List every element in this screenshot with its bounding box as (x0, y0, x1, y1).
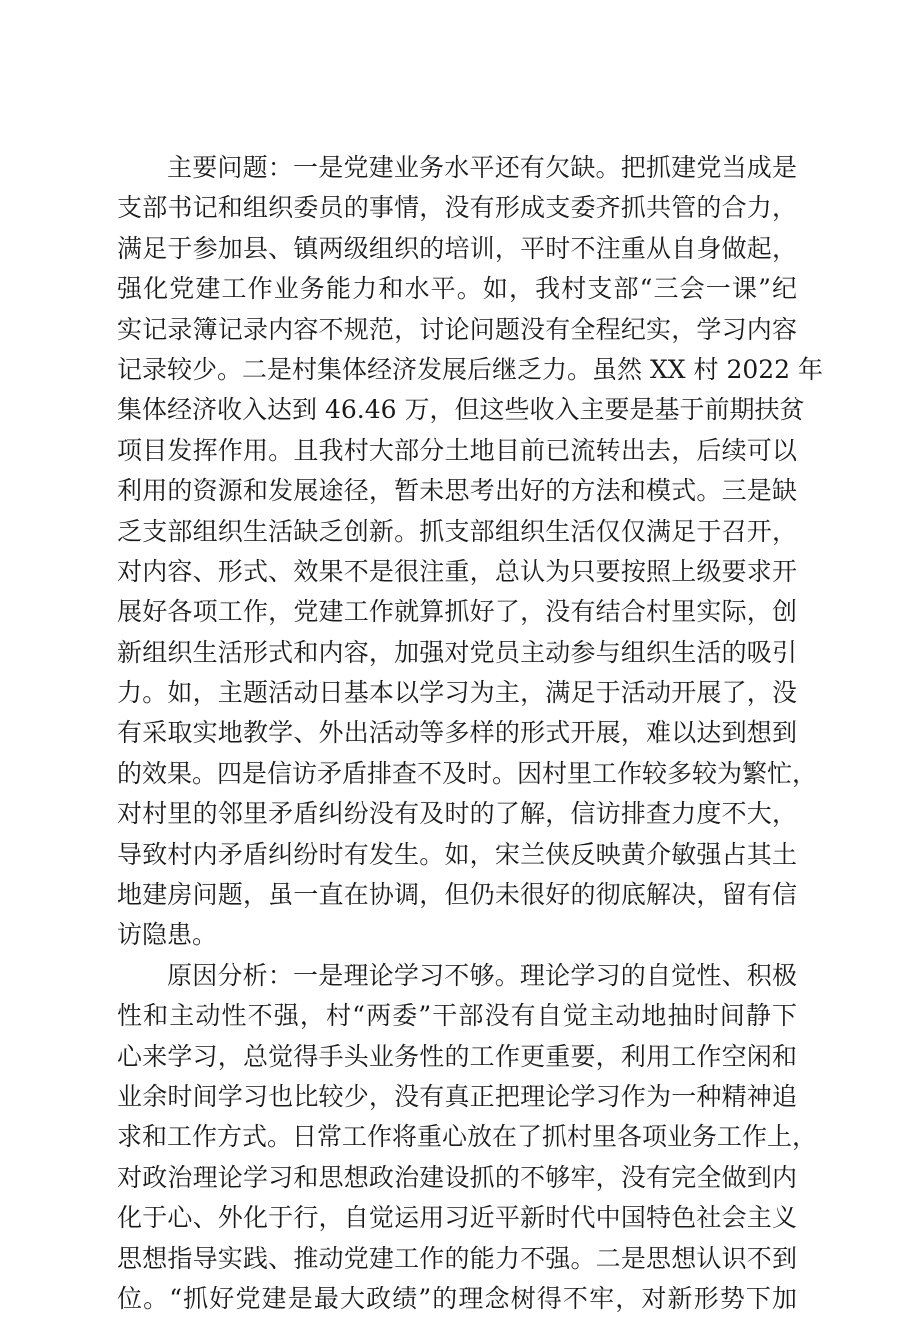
text-line: 满足于参加县、镇两级组织的培训，平时不注重从自身做起， (117, 233, 797, 263)
text-line: 求和工作方式。日常工作将重心放在了抓村里各项业务工作上， (117, 1122, 818, 1152)
text-line: 对内容、形式、效果不是很注重，总认为只要按照上级要求开 (117, 556, 797, 586)
paragraph-cause-analysis (117, 956, 818, 1319)
text-line: 化于心、外化于行，自觉运用习近平新时代中国特色社会主义 (117, 1203, 797, 1233)
paragraph-main-problems (117, 148, 824, 956)
text-line: 对村里的邻里矛盾纠纷没有及时的了解，信访排查力度不大， (117, 799, 797, 829)
text-line: 乏支部组织生活缺乏创新。抓支部组织生活仅仅满足于召开， (117, 516, 797, 546)
text-line: 主要问题：一是党建业务水平还有欠缺。把抓建党当成是 (167, 153, 797, 182)
text-line: 原因分析：一是理论学习不够。理论学习的自觉性、积极 (167, 960, 797, 990)
text-line: 业余时间学习也比较少，没有真正把理论学习作为一种精神追 (117, 1081, 797, 1111)
text-line: 力。如，主题活动日基本以学习为主，满足于活动开展了，没 (117, 678, 797, 708)
text-line: 新组织生活形式和内容，加强对党员主动参与组织生活的吸引 (117, 637, 797, 667)
text-line: 记录较少。二是村集体经济发展后继乏力。虽然 XX 村 2022 年 (117, 354, 824, 384)
document-body (117, 148, 824, 1319)
text-line: 性和主动性不强，村“两委”干部没有自觉主动地抽时间静下 (117, 1001, 797, 1031)
text-line: 的效果。四是信访矛盾排查不及时。因村里工作较多较为繁忙， (117, 758, 818, 788)
text-line: 对政治理论学习和思想政治建设抓的不够牢，没有完全做到内 (117, 1162, 797, 1192)
text-line: 项目发挥作用。且我村大部分土地目前已流转出去，后续可以 (117, 435, 797, 465)
text-line: 位。“抓好党建是最大政绩”的理念树得不牢，对新形势下加 (117, 1283, 797, 1313)
text-line: 实记录簿记录内容不规范，讨论问题没有全程纪实，学习内容 (117, 314, 797, 344)
text-line: 利用的资源和发展途径，暂未思考出好的方法和模式。三是缺 (117, 476, 797, 506)
text-line: 访隐患。 (117, 920, 218, 950)
text-line: 导致村内矛盾纠纷时有发生。如，宋兰侠反映黄介敏强占其土 (117, 839, 797, 869)
text-line: 集体经济收入达到 46.46 万，但这些收入主要是基于前期扶贫 (117, 395, 805, 425)
text-line: 强化党建工作业务能力和水平。如，我村支部“三会一课”纪 (117, 274, 797, 304)
text-line: 展好各项工作，党建工作就算抓好了，没有结合村里实际，创 (117, 597, 797, 627)
text-line: 有采取实地教学、外出活动等多样的形式开展，难以达到想到 (117, 718, 797, 748)
text-line: 支部书记和组织委员的事情，没有形成支委齐抓共管的合力， (117, 193, 797, 223)
text-line: 地建房问题，虽一直在协调，但仍未很好的彻底解决，留有信 (117, 880, 797, 910)
text-line: 心来学习，总觉得手头业务性的工作更重要，利用工作空闲和 (117, 1041, 797, 1071)
text-line: 思想指导实践、推动党建工作的能力不强。二是思想认识不到 (117, 1243, 797, 1273)
